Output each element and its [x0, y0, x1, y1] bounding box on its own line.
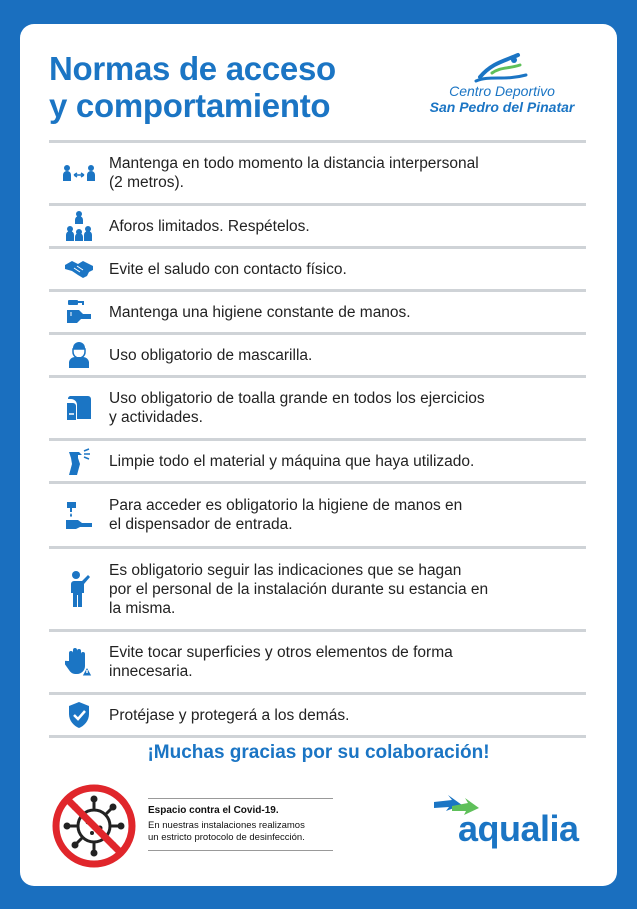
rule-text: Para acceder es obligatorio la higiene de manos en el dispensador de entrada.: [109, 497, 463, 533]
aqualia-wordmark: aqualia: [458, 808, 579, 849]
rule-staff: [49, 546, 586, 629]
poster-card: [20, 24, 617, 886]
rule-text: Mantenga en todo momento la distancia interpersonal (2 metros).: [109, 155, 479, 191]
covid-body: En nuestras instalaciones realizamos un estricto protocolo de desinfección.: [148, 820, 305, 843]
rule-handshake: [49, 246, 586, 289]
title-line-2: y comportamiento: [49, 87, 331, 124]
covid-badge: [50, 782, 138, 875]
rule-sanitizer: [49, 481, 586, 546]
rule-text: Limpie todo el material y máquina que haya utilizado.: [109, 452, 475, 470]
sanitizer-icon: [49, 500, 109, 530]
covid-heading: Espacio contra el Covid-19.: [148, 805, 279, 816]
divider: [148, 850, 333, 851]
rule-text: Uso obligatorio de toalla grande en todos los ejercicios y actividades.: [109, 390, 485, 426]
rule-towel: [49, 375, 586, 438]
swimmer-logo-icon: [474, 51, 530, 85]
staff-icon: [49, 570, 109, 608]
handshake-icon: [49, 259, 109, 279]
rule-text: Protéjase y protegerá a los demás.: [109, 706, 350, 724]
rule-text: Mantenga una higiene constante de manos.: [109, 303, 411, 321]
aqualia-logo: [430, 794, 590, 864]
page-title: [49, 50, 336, 124]
centro-deportivo-logo: [412, 49, 592, 119]
towel-icon: [49, 394, 109, 422]
rule-capacity: [49, 203, 586, 246]
people-capacity-icon: [49, 210, 109, 242]
rule-mask: [49, 332, 586, 375]
rule-text: Uso obligatorio de mascarilla.: [109, 346, 313, 364]
hand-wash-icon: [49, 298, 109, 326]
thanks-message: ¡Muchas gracias por su colaboración!: [147, 742, 490, 763]
no-virus-icon: [50, 782, 138, 870]
rule-text: Es obligatorio seguir las indicaciones que se hagan por el personal de la instalación durante su estancia en la misma.: [109, 561, 489, 617]
divider: [148, 798, 333, 799]
rule-hand-hygiene: [49, 289, 586, 332]
rule-cleaning: [49, 438, 586, 481]
rule-text: Evite el saludo con contacto físico.: [109, 260, 347, 278]
rule-text: Aforos limitados. Respételos.: [109, 217, 310, 235]
no-touch-icon: [49, 647, 109, 677]
rule-text: Evite tocar superficies y otros elementos de forma innecesaria.: [109, 644, 453, 680]
mask-icon: [49, 341, 109, 369]
rule-protect: [49, 692, 586, 738]
distance-icon: [49, 164, 109, 182]
logo-line-1: Centro Deportivo: [449, 83, 555, 99]
shield-icon: [49, 701, 109, 729]
rules-list: [49, 140, 586, 738]
spray-icon: [49, 446, 109, 476]
title-line-1: Normas de acceso: [49, 50, 336, 87]
covid-notice: [148, 798, 333, 851]
rule-no-touch: [49, 629, 586, 692]
rule-distance: [49, 140, 586, 203]
logo-line-2: San Pedro del Pinatar: [429, 99, 575, 115]
